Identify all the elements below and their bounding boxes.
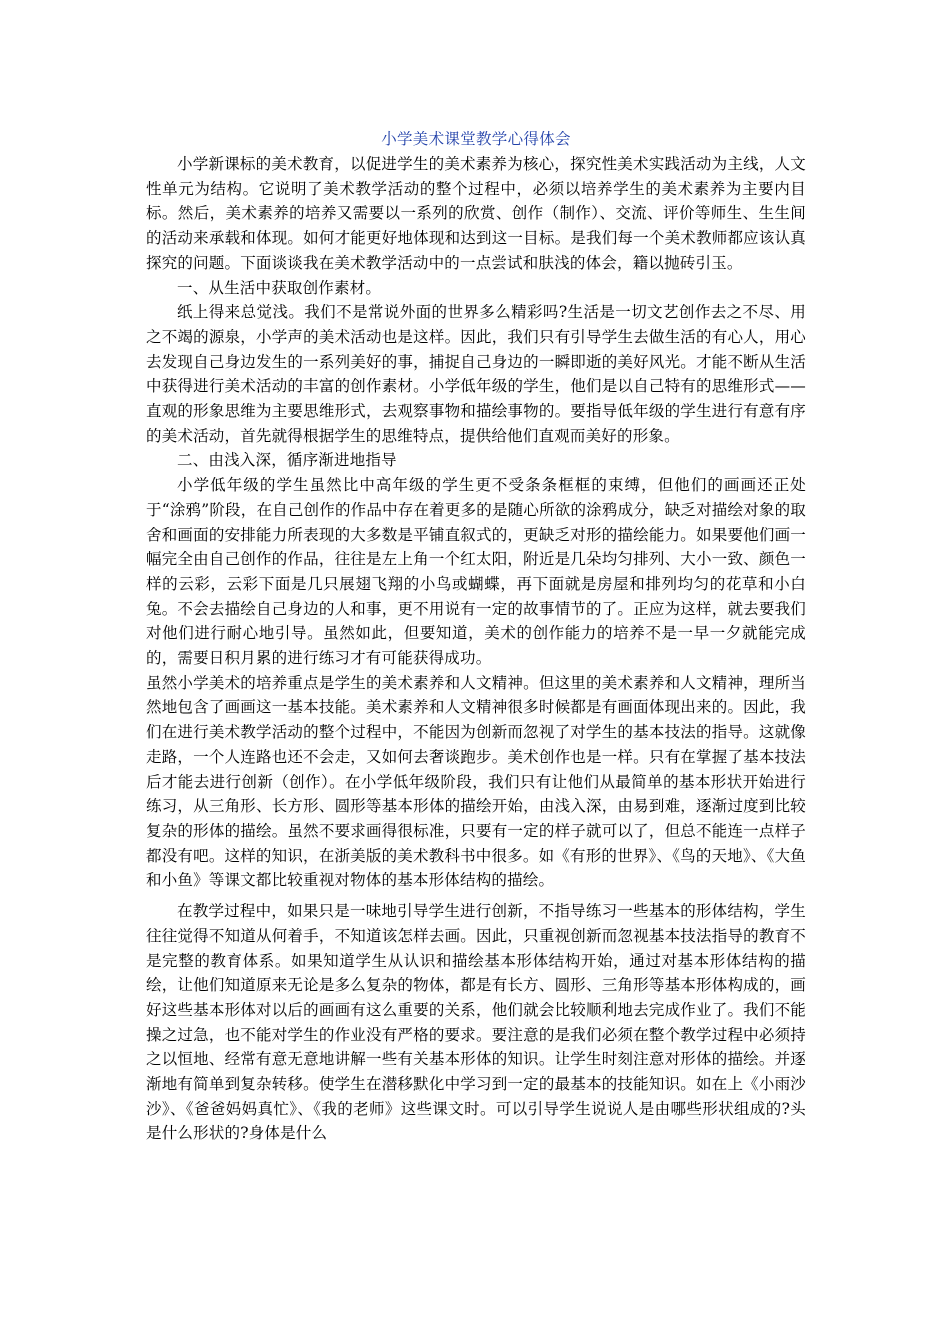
paragraph-section-2c: 在教学过程中，如果只是一味地引导学生进行创新，不指导练习一些基本的形体结构，学生往往觉得不知道从何着手，不知道该怎样去画。因此，只重视创新而忽视基本技法指导的教育不是完整的教育体系。如果知道学生从认识和描绘基本形体结构开始，通过对基本形体结构的描绘，让他们知道原来无论是多么复杂的物体，都是有长方、圆形、三角形等基本形体构成的，画好这些基本形体对以后的画画有这么重要的关系，他们就会比较顺利地去完成作业了。我们不能操之过急，也不能对学生的作业没有严格的要求。要注意的是我们必须在整个教学过程中必须持之以恒地、经常有意无意地讲解一些有关基本形体的知识。让学生时刻注意对形体的描绘。并逐渐地有简单到复杂转移。使学生在潜移默化中学习到一定的最基本的技能知识。如在上《小雨沙沙》、《爸爸妈妈真忙》、《我的老师》这些课文时。可以引导学生说说人是由哪些形状组成的?头是什么形状的?身体是什么	[146, 902, 806, 1143]
document-title: 小学美术课堂教学心得体会	[381, 130, 571, 148]
paragraph-section-2a: 小学低年级的学生虽然比中高年级的学生更不受条条框框的束缚，但他们的画画还正处于“涂鸦”阶段，在自己创作的作品中存在着更多的是随心所欲的涂鸦成分，缺乏对描绘对象的取舍和画面的安排能力所表现的大多数是平铺直叙式的，更缺乏对形的描绘能力。如果要他们画一幅完全由自己创作的作品，往往是左上角一个红太阳，附近是几朵均匀排列、大小一致、颜色一样的云彩，云彩下面是几只展翅飞翔的小鸟或蝴蝶，再下面就是房屋和排列均匀的花草和小白兔。不会去描绘自己身边的人和事，更不用说有一定的故事情节的了。正应为这样，就去要我们对他们进行耐心地引导。虽然如此，但要知道，美术的创作能力的培养不是一早一夕就能完成的，需要日积月累的进行练习才有可能获得成功。	[146, 476, 806, 668]
paragraph-section-2b: 虽然小学美术的培养重点是学生的美术素养和人文精神。但这里的美术素养和人文精神，理所当然地包含了画画这一基本技能。美术素养和人文精神很多时候都是有画面体现出来的。因此，我们在进行美术教学活动的整个过程中，不能因为创新而忽视了对学生的基本技法的指导。这就像走路，一个人连路也还不会走，又如何去奢谈跑步。美术创作也是一样。只有在掌握了基本技法后才能去进行创新（创作）。在小学低年级阶段，我们只有让他们从最简单的基本形状开始进行练习，从三角形、长方形、圆形等基本形体的描绘开始，由浅入深，由易到难，逐渐过度到比较复杂的形体的描绘。虽然不要求画得很标准，只要有一定的样子就可以了，但总不能连一点样子都没有吧。这样的知识，在浙美版的美术教科书中很多。如《有形的世界》、《鸟的天地》、《大鱼和小鱼》等课文都比较重视对物体的基本形体结构的描绘。	[146, 673, 806, 890]
paragraph-section-1: 纸上得来总觉浅。我们不是常说外面的世界多么精彩吗?生活是一切文艺创作去之不尽、用之不竭的源泉，小学声的美术活动也是这样。因此，我们只有引导学生去做生活的有心人，用心去发现自己身边发生的一系列美好的事，捕捉自己身边的一瞬即逝的美好风光。才能不断从生活中获得进行美术活动的丰富的创作素材。小学低年级的学生，他们是以自己特有的思维形式——直观的形象思维为主要思维形式，去观察事物和描绘事物的。要指导低年级的学生进行有意有序的美术活动，首先就得根据学生的思维特点，提供给他们直观而美好的形象。	[146, 303, 806, 445]
section-heading-2: 二、由浅入深，循序渐进地指导	[177, 451, 397, 470]
section-heading-1: 一、从生活中获取创作素材。	[177, 278, 382, 297]
paragraph-intro: 小学新课标的美术教育，以促进学生的美术素养为核心，探究性美术实践活动为主线，人文性单元为结构。它说明了美术教学活动的整个过程中，必须以培养学生的美术素养为主要内目标。然后，美术素养的培养又需要以一系列的欣赏、创作（制作）、交流、评价等师生、生生间的活动来承载和体现。如何才能更好地体现和达到这一目标。是我们每一个美术教师都应该认真探究的问题。下面谈谈我在美术教学活动中的一点尝试和肤浅的体会，籍以抛砖引玉。	[146, 155, 806, 272]
document-page	[146, 128, 806, 1146]
